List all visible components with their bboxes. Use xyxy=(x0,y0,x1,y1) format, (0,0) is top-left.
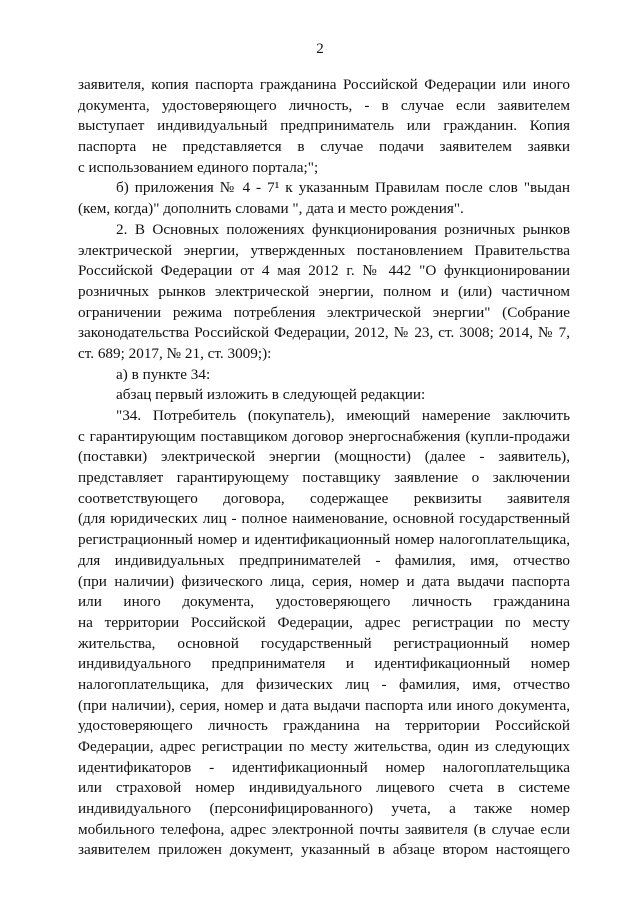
text-line: выступает индивидуальный предприниматель или гражданин. Копия xyxy=(78,117,570,135)
text-line: (кем, когда)" дополнить словами ", дата и место рождения". xyxy=(78,200,464,218)
text-line: для индивидуальных предпринимателей - фамилия, имя, отчество xyxy=(78,551,570,569)
text-line: паспорта не представляется в случае подачи заявителем заявки xyxy=(78,138,570,156)
text-line: налогоплательщика, для физических лиц - фамилия, имя, отчество xyxy=(78,675,570,693)
text-line: абзац первый изложить в следующей редакции: xyxy=(116,386,426,404)
text-line: регистрационный номер и идентификационный номер налогоплательщика, xyxy=(78,531,570,549)
text-line: удостоверяющего личность гражданина на территории Российской xyxy=(78,717,570,735)
text-line: с использованием единого портала;"; xyxy=(78,158,319,176)
text-line: или страховой номер индивидуального лицевого счета в системе xyxy=(78,779,570,797)
text-line: заявителя, копия паспорта гражданина Российской Федерации или иного xyxy=(78,76,570,93)
text-line: представляет гарантирующему поставщику заявление о заключении xyxy=(78,469,570,487)
text-line: жительства, основной государственный регистрационный номер xyxy=(78,634,570,652)
text-line: а) в пункте 34: xyxy=(116,365,211,383)
text-line: (при наличии) физического лица, серия, номер и дата выдачи паспорта xyxy=(78,572,570,590)
text-line: Федерации, адрес регистрации по месту жительства, один из следующих xyxy=(78,738,570,755)
text-line: индивидуального (персонифицированного) учета, а также номер xyxy=(78,800,570,818)
text-line: или иного документа, удостоверяющего личность гражданина xyxy=(78,593,570,611)
text-line: идентификаторов - идентификационный номер налогоплательщика xyxy=(78,758,570,776)
text-line: законодательства Российской Федерации, 2012, № 23, ст. 3008; 2014, № 7, xyxy=(78,324,570,342)
text-line: мобильного телефона, адрес электронной почты заявителя (в случае если xyxy=(78,820,570,838)
text-line: ограничении режима потребления электрической энергии" (Собрание xyxy=(78,303,570,321)
text-line: Российской Федерации от 4 мая 2012 г. № 442 "О функционировании xyxy=(78,262,570,280)
text-line: розничных рынков электрической энергии, полном и (или) частичном xyxy=(78,282,570,300)
text-line: "34. Потребитель (покупатель), имеющий намерение заключить xyxy=(116,407,570,424)
text-line: (при наличии), серия, номер и дата выдачи паспорта или иного документа, xyxy=(78,696,570,714)
page-number: 2 xyxy=(316,41,324,57)
text-line: (для юридических лиц - полное наименование, основной государственный xyxy=(78,510,570,528)
document-body xyxy=(78,75,570,861)
text-line: заявителем приложен документ, указанный в абзаце втором настоящего xyxy=(78,841,570,859)
text-line: на территории Российской Федерации, адрес регистрации по месту xyxy=(78,613,570,631)
text-line: (поставки) электрической энергии (мощности) (далее - заявитель), xyxy=(78,448,570,466)
text-line: 2. В Основных положениях функционирования розничных рынков xyxy=(116,220,570,238)
text-line: электрической энергии, утвержденных постановлением Правительства xyxy=(78,241,570,259)
text-line: документа, удостоверяющего личность, - в случае если заявителем xyxy=(78,96,570,114)
text-line: б) приложения № 4 - 7¹ к указанным Правилам после слов "выдан xyxy=(116,179,570,197)
text-line: индивидуального предпринимателя и идентификационный номер xyxy=(78,655,570,673)
text-line: соответствующего договора, содержащее реквизиты заявителя xyxy=(78,489,570,507)
text-line: с гарантирующим поставщиком договор энергоснабжения (купли-продажи xyxy=(78,427,570,445)
text-line: ст. 689; 2017, № 21, ст. 3009;): xyxy=(78,344,272,362)
